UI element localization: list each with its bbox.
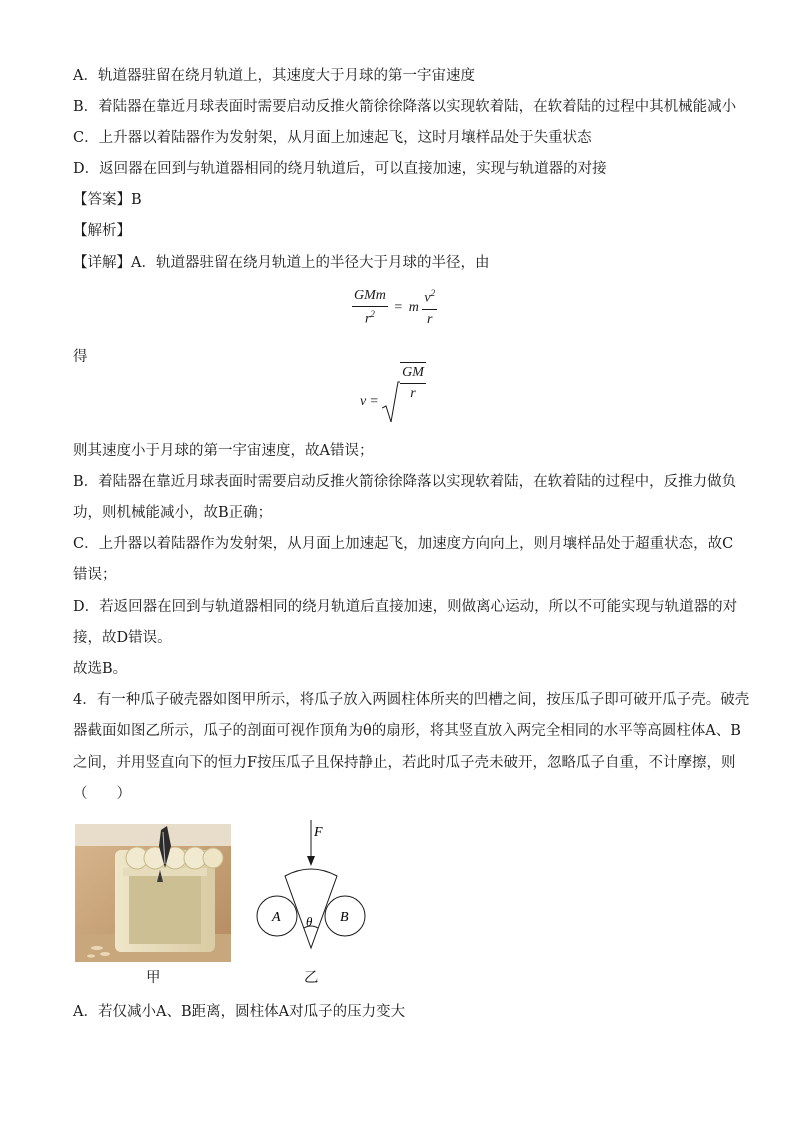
formula-right-denominator: r xyxy=(427,311,433,327)
option-3c: C．上升器以着陆器作为发射架，从月面上加速起飞，这时月壤样品处于失重状态 xyxy=(73,130,592,146)
caption-jia: 甲 xyxy=(146,970,161,986)
formula2-lhs: v xyxy=(360,394,367,409)
formula-equals: = xyxy=(394,300,403,316)
detail-d1: D．若返回器在回到与轨道器相同的绕月轨道后直接加速，则做离心运动，所以不可能实现与轨道器的对 xyxy=(73,599,738,615)
q4-line-2: 器截面如图乙所示，瓜子的剖面可视作顶角为θ的扇形，将其竖直放入两完全相同的水平等高圆柱体A、B xyxy=(73,723,741,739)
de-word: 得 xyxy=(73,349,88,365)
option-3a: A．轨道器驻留在绕月轨道上，其速度大于月球的第一宇宙速度 xyxy=(73,68,475,84)
q4-line-1: 4．有一种瓜子破壳器如图甲所示，将瓜子放入两圆柱体所夹的凹槽之间，按压瓜子即可破开瓜子壳。破壳 xyxy=(73,692,750,708)
caption-yi: 乙 xyxy=(304,970,319,986)
force-arrowhead-icon xyxy=(307,856,315,866)
sqrt-sign-icon xyxy=(382,380,400,424)
q4-line-4: （ ） xyxy=(73,786,131,802)
cylinder-b-label: B xyxy=(340,910,349,925)
formula-left-denominator: r xyxy=(364,311,371,327)
q4-line-3: 之间，并用竖直向下的恒力F按压瓜子且保持静止，若此时瓜子壳未破开，忽略瓜子自重，不计摩擦，则 xyxy=(73,755,736,771)
formula2-numerator: GM xyxy=(400,365,426,384)
detail-c2: 错误； xyxy=(73,567,117,583)
formula-gravitation xyxy=(352,288,437,328)
detail-b1: B．着陆器在靠近月球表面时需要启动反推火箭徐徐降落以实现软着陆，在软着陆的过程中，反推力做负 xyxy=(73,474,737,490)
formula-left-fraction xyxy=(352,288,388,328)
formula-right-exponent: 2 xyxy=(430,288,436,298)
force-label: F xyxy=(314,825,323,840)
option-3b: B．着陆器在靠近月球表面时需要启动反推火箭徐徐降落以实现软着陆，在软着陆的过程中其机械能减小 xyxy=(73,99,737,115)
detail-a2: 则其速度小于月球的第一宇宙速度，故A错误； xyxy=(73,443,374,459)
formula-mass: m xyxy=(408,300,419,316)
conclusion: 故选B。 xyxy=(73,661,128,677)
formula-left-numerator: GMm xyxy=(352,288,388,307)
detail-c1: C．上升器以着陆器作为发射架，从月面上加速起飞，加速度方向向上，则月壤样品处于超重状态，故C xyxy=(73,536,734,552)
formula2-denominator: r xyxy=(410,386,416,401)
formula-left-exponent: 2 xyxy=(370,309,375,319)
option-4a: A．若仅减小A、B距离，圆柱体A对瓜子的压力变大 xyxy=(73,1004,406,1020)
formula-right-numerator: v xyxy=(424,290,431,306)
detail-d2: 接，故D错误。 xyxy=(73,630,172,646)
analysis-label: 【解析】 xyxy=(73,223,131,239)
detail-b2: 功，则机械能减小，故B正确； xyxy=(73,505,273,521)
figure-yi-diagram xyxy=(248,820,368,960)
answer-line: 【答案】B xyxy=(73,192,142,208)
formula-right-fraction xyxy=(422,288,437,328)
seed-sector xyxy=(285,869,337,948)
detail-a: 【详解】A．轨道器驻留在绕月轨道上的半径大于月球的半径，由 xyxy=(73,255,490,271)
option-3d: D．返回器在回到与轨道器相同的绕月轨道后，可以直接加速，实现与轨道器的对接 xyxy=(73,161,607,177)
formula2-fraction xyxy=(400,362,426,402)
seed-cracker-illustration xyxy=(75,824,231,962)
figure-jia-photo xyxy=(75,824,231,962)
cylinder-a-label: A xyxy=(272,910,281,925)
angle-label: θ xyxy=(306,914,313,929)
formula-velocity xyxy=(360,365,426,424)
formula2-equals: = xyxy=(370,394,379,409)
